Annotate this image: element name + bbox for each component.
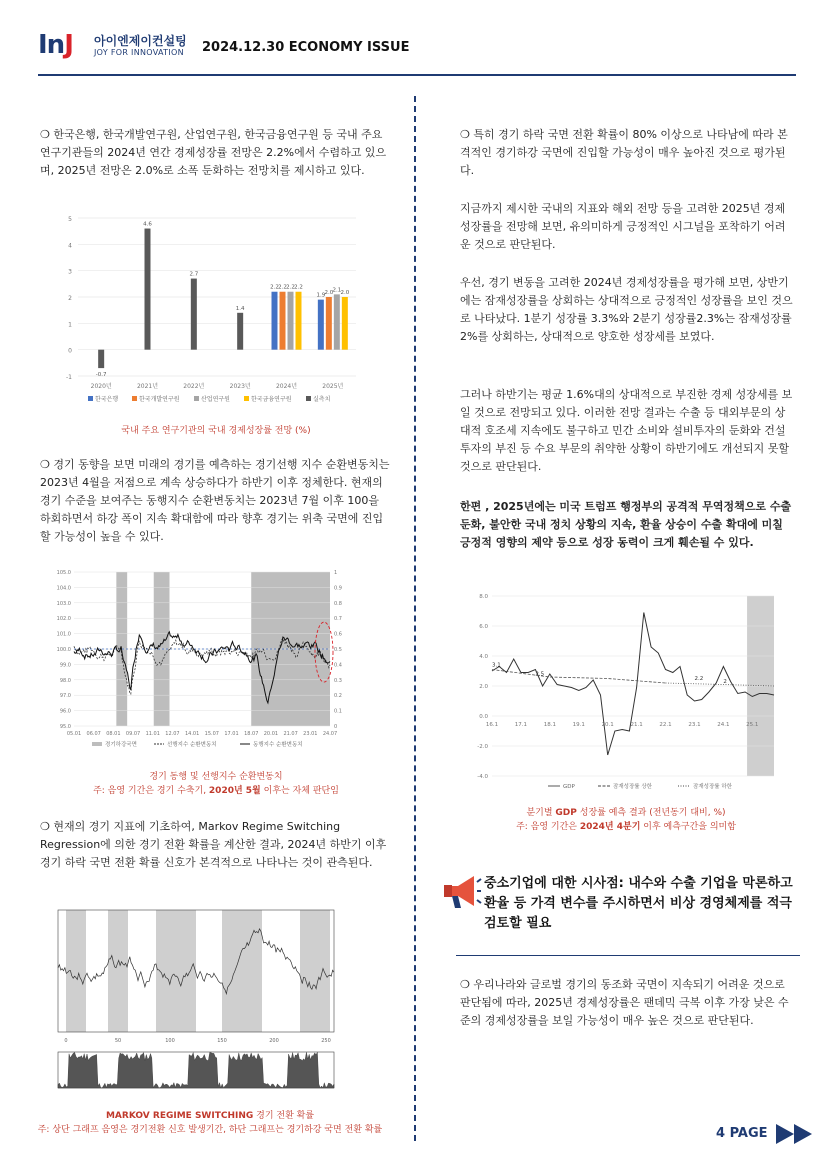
logo-korean-name: 아이엔제이컨설팅 (94, 34, 187, 48)
y-right-tick-label: 0.1 (334, 708, 342, 715)
x-tick-label: 250 (321, 1038, 331, 1044)
next-page-arrow-icon (776, 1124, 814, 1144)
x-tick-label: 20.01 (263, 731, 279, 737)
x-tick-label: 2024년 (275, 383, 298, 390)
x-tick-label: 17.1 (514, 722, 528, 728)
y-right-tick-label: 0 (334, 724, 338, 730)
markov-regime-switching-chart (44, 906, 362, 1096)
legend-label: 잠재성장률 하한 (693, 784, 732, 790)
x-tick-label: 18.1 (543, 722, 556, 728)
x-tick-label: 2021년 (136, 383, 159, 390)
y-left-tick-label: 100.0 (56, 647, 71, 653)
y-right-tick-label: 0.7 (334, 616, 342, 623)
y-left-tick-label: 104.0 (56, 585, 71, 592)
left-paragraph-2: ❍ 경기 동향을 보면 미래의 경기를 예측하는 경기선행 지수 순환변동치는 2023년 4월을 저점으로 계속 상승하다가 하반기 이후 정체한다. 현재의 경기 수준을 보여주는 동행지수 순환변동치는 2023년 7월 이후 100을 하회하면서 하강 폭이 지속 확대함에 따라 향후 경기는 위축 국면에 진입할 가능성이 높을 수 있다. (40, 458, 390, 543)
chart1-caption: 국내 주요 연구기관의 국내 경제성장률 전망 (%) (121, 426, 311, 436)
legend-label: 산업연구원 (201, 396, 230, 403)
y-left-tick-label: 98.0 (59, 677, 71, 684)
y-left-tick-label: 97.0 (59, 693, 71, 700)
x-tick-label: 09.07 (125, 731, 141, 737)
chart3-caption-title: MARKOV REGIME SWITCHING 경기 전환 확률 (105, 1111, 315, 1121)
y-tick-label: -4.0 (477, 774, 488, 780)
y-right-tick-label: 0.9 (334, 585, 342, 592)
x-tick-label: 06.07 (86, 731, 101, 737)
y-right-tick-label: 0.2 (334, 693, 342, 700)
x-tick-label: 08.01 (106, 731, 121, 737)
bar (342, 297, 348, 350)
x-tick-label: 150 (217, 1038, 227, 1044)
bar-value-label: -0.7 (95, 372, 107, 379)
y-right-tick-label: 0.4 (334, 662, 342, 669)
bar-value-label: 2.2 (270, 284, 279, 291)
bar (191, 279, 197, 350)
legend-label: 실측치 (313, 396, 331, 403)
y-tick-label: 4.0 (479, 654, 488, 660)
y-left-tick-label: 103.0 (56, 600, 71, 607)
chart3-caption-note: 주: 상단 그래프 음영은 경기전환 신호 발생기간, 하단 그래프는 경기하강 국면 전환 확률 (37, 1125, 383, 1135)
callout-rule (456, 955, 800, 956)
logo-mark: InJ (38, 30, 73, 60)
regime-signal-shading (222, 910, 262, 1032)
x-tick-label: 23.01 (303, 731, 318, 737)
legend-label: 경기하강국면 (105, 742, 137, 748)
x-tick-label: 21.07 (283, 731, 298, 737)
page-number: 4 PAGE (716, 1126, 768, 1141)
gdp-line (492, 613, 774, 756)
y-tick-label: 6.0 (479, 624, 488, 630)
legend-swatch (92, 742, 102, 746)
x-tick-label: 21.1 (630, 722, 643, 728)
y-right-tick-label: 0.8 (334, 600, 342, 607)
regime-signal-shading (108, 910, 128, 1032)
bar (272, 292, 278, 350)
x-tick-label: 100 (165, 1038, 175, 1044)
x-tick-label: 20.1 (601, 722, 614, 728)
legend-label: 잠재성장률 상한 (613, 784, 652, 790)
legend-label: 선행지수 순환변동치 (167, 742, 217, 748)
y-tick-label: 0.0 (479, 714, 488, 720)
y-tick-label: 2 (68, 295, 72, 302)
x-tick-label: 17.01 (224, 731, 239, 737)
y-left-tick-label: 95.0 (59, 724, 71, 730)
bar-value-label: 2.2 (294, 284, 303, 291)
x-tick-label: 2022년 (183, 383, 205, 390)
right-paragraph-5: 한편 , 2025년에는 미국 트럼프 행정부의 공격적 무역정책으로 수출 둔화, 불안한 국내 정치 상황의 지속, 환율 상승이 수출 확대에 미칠 긍정적 영향의 제약 등으로 성장 동력이 크게 훼손될 수 있다. (460, 500, 792, 549)
y-right-tick-label: 1 (334, 570, 338, 576)
right-paragraph-1: ❍ 특히 경기 하락 국면 전환 확률이 80% 이상으로 나타남에 따라 본격적인 경기하강 국면에 진입할 가능성이 매우 높아진 것으로 평가된다. (460, 128, 788, 177)
chart4-caption (456, 806, 796, 834)
megaphone-icon (440, 872, 482, 912)
annotation-label: 2.2 (694, 676, 704, 682)
x-tick-label: 16.1 (485, 722, 499, 728)
sme-implication-callout: 중소기업에 대한 시사점: 내수와 수출 기업을 막론하고 환율 등 가격 변수를 주시하면서 비상 경영체제를 적극 검토할 필요 (484, 876, 793, 931)
y-left-tick-label: 96.0 (59, 708, 71, 715)
column-divider (414, 96, 416, 1141)
bar (145, 229, 151, 350)
business-cycle-index-chart (52, 566, 358, 758)
bar-value-label: 2.2 (278, 284, 287, 291)
quarterly-gdp-forecast-chart (468, 590, 780, 790)
y-tick-label: 3 (68, 268, 72, 276)
chart2-caption (40, 770, 392, 798)
legend-label: 한국개발연구원 (139, 396, 180, 403)
x-tick-label: 2023년 (229, 383, 251, 390)
bar (334, 294, 340, 349)
y-left-tick-label: 102.0 (56, 616, 71, 623)
bar-value-label: 1.9 (316, 292, 326, 299)
logo-tagline: JOY FOR INNOVATION (94, 48, 184, 57)
x-tick-label: 15.07 (204, 731, 220, 737)
bar (237, 313, 243, 350)
x-tick-label: 18.07 (244, 731, 259, 737)
x-tick-label: 200 (269, 1038, 279, 1044)
bar-value-label: 2.1 (332, 287, 342, 294)
legend-label: 한국은행 (95, 396, 119, 403)
y-left-tick-label: 99.0 (59, 662, 71, 669)
annotation-label: 2.5 (535, 671, 545, 678)
annotation-label: 3.1 (492, 662, 501, 669)
chart2-caption-title: 경기 동행 및 선행지수 순환변동치 (149, 772, 283, 782)
legend-label: 한국금융연구원 (251, 396, 292, 403)
bar-value-label: 4.6 (143, 221, 152, 228)
bar-value-label: 2.0 (324, 290, 334, 296)
y-tick-label: -2.0 (477, 744, 488, 750)
x-tick-label: 19.1 (572, 722, 585, 728)
bar (288, 292, 294, 350)
bar-value-label: 2.2 (286, 284, 295, 291)
x-tick-label: 50 (114, 1038, 122, 1044)
y-tick-label: 8.0 (479, 594, 488, 600)
issue-title: 2024.12.30 ECONOMY ISSUE (202, 40, 410, 55)
legend-swatch (244, 396, 249, 401)
growth-forecast-bar-chart (56, 210, 368, 415)
annotation-label: 2 (723, 679, 727, 685)
chart3-caption (20, 1109, 400, 1137)
bar (326, 297, 332, 350)
y-tick-label: 1 (68, 321, 72, 329)
right-paragraph-4: 그러나 하반기는 평균 1.6%대의 상대적으로 부진한 경제 성장세를 보일 것으로 전망되고 있다. 이러한 전망 결과는 수출 등 대외부문의 상대적 호조세 지속에도 불구하고 민간 소비와 설비투자의 둔화와 건설투자의 부진 등 수요 부문의 취약한 상황이 하반기에도 개선되지 못할 것으로 판단된다. (460, 388, 793, 473)
y-tick-label: 4 (68, 242, 72, 250)
y-tick-label: 5 (68, 216, 72, 223)
x-tick-label: 25.1 (746, 722, 759, 728)
x-tick-label: 2025년 (322, 383, 344, 390)
y-right-tick-label: 0.3 (334, 677, 342, 684)
bar (296, 292, 302, 350)
regime-signal-shading (300, 910, 330, 1032)
bar (318, 300, 324, 350)
bar-value-label: 2.7 (189, 271, 199, 278)
x-tick-label: 0 (64, 1038, 68, 1044)
x-tick-label: 24.1 (717, 722, 730, 728)
y-right-tick-label: 0.6 (334, 631, 342, 638)
left-paragraph-1: ❍ 한국은행, 한국개발연구원, 산업연구원, 한국금융연구원 등 국내 주요 연구기관들의 2024년 연간 경제성장률 전망은 2.2%에서 수렴하고 있으며, 2025년 전망은 2.0%로 소폭 둔화하는 전망치를 제시하고 있다. (40, 128, 387, 177)
legend-label: GDP (563, 784, 575, 790)
bar-value-label: 1.4 (235, 305, 245, 312)
legend-swatch (132, 396, 137, 401)
x-tick-label: 14.01 (184, 731, 200, 737)
right-paragraph-3: 우선, 경기 변동을 고려한 2024년 경제성장률을 평가해 보면, 상반기에는 잠재성장률을 상회하는 상대적으로 긍정적인 성장률을 보인 것으로 나타났다. 1분기 성장률 3.3%와 2분기 성장률2.3%는 잠재성장률 2%를 상회하는, 상대적으로 양호한 성장세를 보였다. (460, 276, 793, 343)
y-left-tick-label: 101.0 (56, 631, 71, 638)
legend-swatch (306, 396, 311, 401)
chart2-caption-note: 주: 음영 기간은 경기 수축기, 2020년 5월 이후는 자체 판단임 (93, 786, 339, 796)
chart4-caption-note: 주: 음영 기간은 2024년 4분기 이후 예측구간을 의미함 (516, 822, 736, 832)
x-tick-label: 11.01 (145, 731, 160, 737)
legend-label: 동행지수 순환변동치 (253, 742, 303, 748)
potential-upper-line (492, 670, 666, 684)
y-right-tick-label: 0.5 (334, 647, 342, 653)
right-paragraph-2: 지금까지 제시한 국내의 지표와 해외 전망 등을 고려한 2025년 경제성장률을 전망해 보면, 유의미하게 긍정적인 시그널을 포착하기 어려운 것으로 판단된다. (460, 202, 786, 251)
left-paragraph-3: ❍ 현재의 경기 지표에 기초하여, Markov Regime Switching Regression에 의한 경기 전환 확률을 계산한 결과, 2024년 하반기 이후 경기 하락 국면 전환 확률 신호가 본격적으로 나타나는 것이 관측된다. (40, 820, 387, 869)
y-tick-label: 2.0 (479, 684, 488, 690)
chart4-caption-title: 분기별 GDP 성장률 예측 결과 (전년동기 대비, %) (526, 808, 726, 818)
company-logo (38, 24, 198, 64)
x-tick-label: 24.07 (322, 731, 338, 737)
x-tick-label: 23.1 (688, 722, 701, 728)
x-tick-label: 05.01 (66, 731, 82, 737)
contraction-probability-area (58, 1052, 334, 1088)
y-tick-label: 0 (68, 347, 72, 355)
right-paragraph-6: ❍ 우리나라와 글로벌 경기의 동조화 국면이 지속되기 어려운 것으로 판단됨에 따라, 2025년 경제성장률은 팬데믹 극복 이후 가장 낮은 수준의 경제성장률을 보일 가능성이 매우 높은 것으로 판단된다. (460, 978, 789, 1027)
bar (280, 292, 286, 350)
x-tick-label: 2020년 (90, 383, 112, 390)
bar-value-label: 2.0 (340, 290, 350, 296)
y-left-tick-label: 105.0 (56, 570, 71, 576)
legend-swatch (194, 396, 199, 401)
header-rule (38, 74, 796, 76)
x-tick-label: 12.07 (165, 731, 180, 737)
x-tick-label: 22.1 (659, 722, 672, 728)
legend-swatch (88, 396, 93, 401)
y-tick-label: -1 (66, 374, 72, 381)
bar (98, 350, 104, 368)
